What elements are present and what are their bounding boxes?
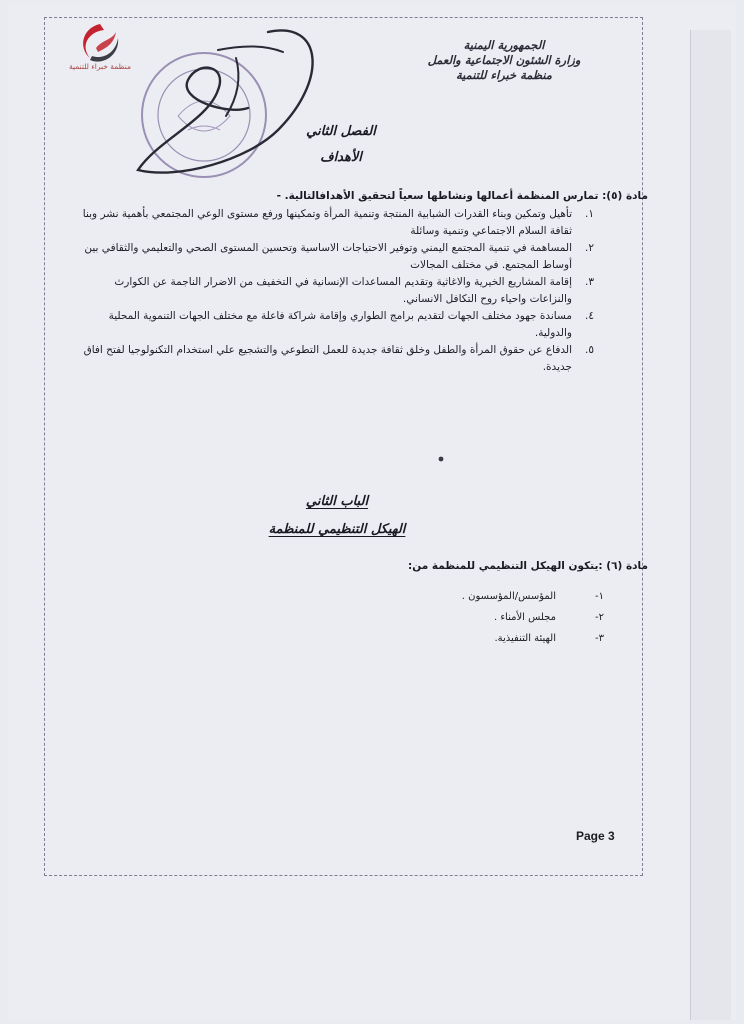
objectives-list — [78, 206, 594, 376]
structure-list — [304, 586, 604, 649]
chapter-title: الفصل الثاني — [306, 124, 376, 139]
page-number: Page 3 — [576, 829, 615, 843]
part-title: الباب الثاني — [305, 494, 369, 509]
list-item: ٢. المساهمة في تنمية المجتمع اليمني وتوفير الاحتياجات الاساسية وتحسين المستوى الصحي والتعليمي والثقافي بين أوساط المجتمع. في مختلف المجالات — [84, 242, 594, 271]
letterhead-country: الجمهورية اليمنية — [463, 38, 545, 52]
chapter-subtitle: الأهداف — [320, 150, 362, 165]
list-item: ١- المؤسس/المؤسسون . — [461, 591, 604, 602]
list-item: ٢- مجلس الأمناء . — [493, 612, 604, 623]
paper-edge — [690, 30, 731, 1020]
article-6-heading: مادة (٦) :يتكون الهيكل التنظيمي للمنظمة من: — [408, 560, 648, 572]
part-subtitle: الهيكل التنظيمي للمنظمة — [268, 522, 406, 537]
speck-mark — [437, 455, 445, 463]
letterhead — [404, 38, 604, 83]
list-item: ٣- الهيئة التنفيذية. — [494, 633, 604, 644]
official-stamp-signature — [118, 20, 333, 205]
list-item: ٤. مساندة جهود مختلف الجهات لتقديم برامج الطواري وإقامة شراكة فاعلة مع مختلف الجهات التنموية المحلية والدولية. — [108, 310, 594, 339]
article-5-heading: مادة (٥): تمارس المنظمة أعمالها ونشاطها سعياً لتحقيق الأهدافالتالية. - — [276, 190, 648, 202]
letterhead-ministry: وزارة الشئون الاجتماعية والعمل — [427, 53, 581, 67]
list-item: ١. تأهيل وتمكين وبناء القدرات الشبابية المنتجة وتنمية المرأة وتمكينها ورفع مستوى الوعي المجتمعي بأهمية نشر وبنا ثقافة السلام الاجتماعي وتنمية وسائلة — [82, 208, 594, 237]
letterhead-organization: منظمة خبراء للتنمية — [456, 68, 552, 82]
list-item: ٥. الدفاع عن حقوق المرأة والطفل وخلق ثقافة جديدة للعمل التطوعي والتشجيع علي استخدام التكنولوجيا لفتح افاق جديدة. — [83, 344, 594, 373]
list-item: ٣. إقامة المشاريع الخيرية والاغاثية وتقديم المساعدات الإنسانية في التخفيف من الاضرار الناجمة عن الكوارث والنزاعات واحياء روح التكافل الانساني. — [114, 276, 594, 305]
logo-caption: منظمة خبراء للتنمية — [68, 62, 132, 71]
